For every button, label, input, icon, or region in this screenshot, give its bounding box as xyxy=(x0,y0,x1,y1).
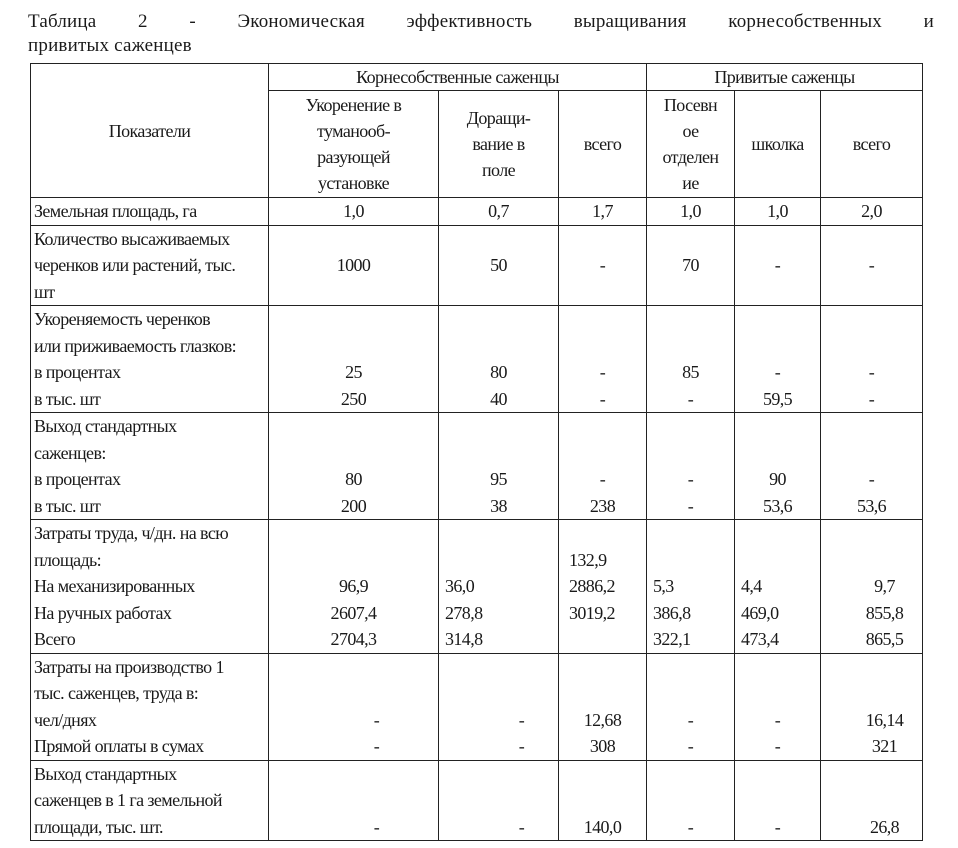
cell: - xyxy=(821,225,923,306)
cell: 90 53,6 xyxy=(735,413,821,520)
row-label: Выход стандартных саженцев в 1 га земельной площади, тыс. шт. xyxy=(31,760,269,841)
cell: 16,14 321 xyxy=(821,653,923,760)
cell: 2,0 xyxy=(821,198,923,226)
cell: - - xyxy=(269,653,439,760)
table-row-cuttings xyxy=(31,225,923,306)
cell: 1,0 xyxy=(647,198,735,226)
cell: 70 xyxy=(647,225,735,306)
cell: - xyxy=(269,760,439,841)
caption-line-2: привитых саженцев xyxy=(28,35,192,56)
cell: - xyxy=(735,760,821,841)
cell: 5,3 386,8 322,1 xyxy=(647,520,735,654)
cell: 12,68 308 xyxy=(559,653,647,760)
cell: - - xyxy=(647,413,735,520)
cell: - xyxy=(735,225,821,306)
cell: 80 40 xyxy=(439,306,559,413)
cell: 50 xyxy=(439,225,559,306)
table-row-yield xyxy=(31,760,923,841)
row-label: Укореняемость черенков или приживаемость глазков: в процентах в тыс. шт xyxy=(31,306,269,413)
table-row-output xyxy=(31,413,923,520)
cell: - - xyxy=(821,306,923,413)
cell: 26,8 xyxy=(821,760,923,841)
cell: 96,9 2607,4 2704,3 xyxy=(269,520,439,654)
cell: 140,0 xyxy=(559,760,647,841)
table-caption xyxy=(28,10,934,58)
cell: - - xyxy=(735,653,821,760)
cell: - xyxy=(439,760,559,841)
cell: - xyxy=(647,760,735,841)
cell: 1000 xyxy=(269,225,439,306)
cell: - 238 xyxy=(559,413,647,520)
cell: 132,9 2886,2 3019,2 xyxy=(559,520,647,654)
cell: 9,7 855,8 865,5 xyxy=(821,520,923,654)
cell: 36,0 278,8 314,8 xyxy=(439,520,559,654)
cell: 95 38 xyxy=(439,413,559,520)
header-row-1 xyxy=(31,64,923,91)
efficiency-table xyxy=(30,63,923,841)
table-row-labor xyxy=(31,520,923,654)
cell: 85 - xyxy=(647,306,735,413)
table-row-cost xyxy=(31,653,923,760)
caption-line-1: Таблица 2 - Экономическая эффективность выращивания корнесобственных и xyxy=(28,11,934,32)
row-label: Затраты на производство 1 тыс. саженцев, труда в: чел/днях Прямой оплаты в сумах xyxy=(31,653,269,760)
header-col-rooting-fog: Укоренение в туманооб- разующей установке xyxy=(269,91,439,198)
cell: 1,0 xyxy=(735,198,821,226)
row-label: Количество высаживаемых черенков или растений, тыс. шт xyxy=(31,225,269,306)
cell: - - xyxy=(647,653,735,760)
table-row-rooting xyxy=(31,306,923,413)
row-label: Выход стандартных саженцев: в процентах в тыс. шт xyxy=(31,413,269,520)
header-indicators: Показатели xyxy=(31,64,269,198)
row-label: Затраты труда, ч/дн. на всю площадь: На механизированных На ручных работах Всего xyxy=(31,520,269,654)
row-label: Земельная площадь, га xyxy=(31,198,269,226)
header-col-nursery: школка xyxy=(735,91,821,198)
cell: - - xyxy=(439,653,559,760)
cell: - - xyxy=(559,306,647,413)
cell: - 53,6 xyxy=(821,413,923,520)
cell: 1,0 xyxy=(269,198,439,226)
cell: 0,7 xyxy=(439,198,559,226)
cell: - xyxy=(559,225,647,306)
cell: 1,7 xyxy=(559,198,647,226)
cell: 25 250 xyxy=(269,306,439,413)
cell: 4,4 469,0 473,4 xyxy=(735,520,821,654)
header-col-grafted-total: всего xyxy=(821,91,923,198)
header-col-own-total: всего xyxy=(559,91,647,198)
cell: - 59,5 xyxy=(735,306,821,413)
header-group-own-rooted: Корнесобственные саженцы xyxy=(269,64,647,91)
table-row-area xyxy=(31,198,923,226)
header-group-grafted: Привитые саженцы xyxy=(647,64,923,91)
header-col-field-growing: Доращи- вание в поле xyxy=(439,91,559,198)
header-col-seedbed: Посевн ое отделен ие xyxy=(647,91,735,198)
cell: 80 200 xyxy=(269,413,439,520)
